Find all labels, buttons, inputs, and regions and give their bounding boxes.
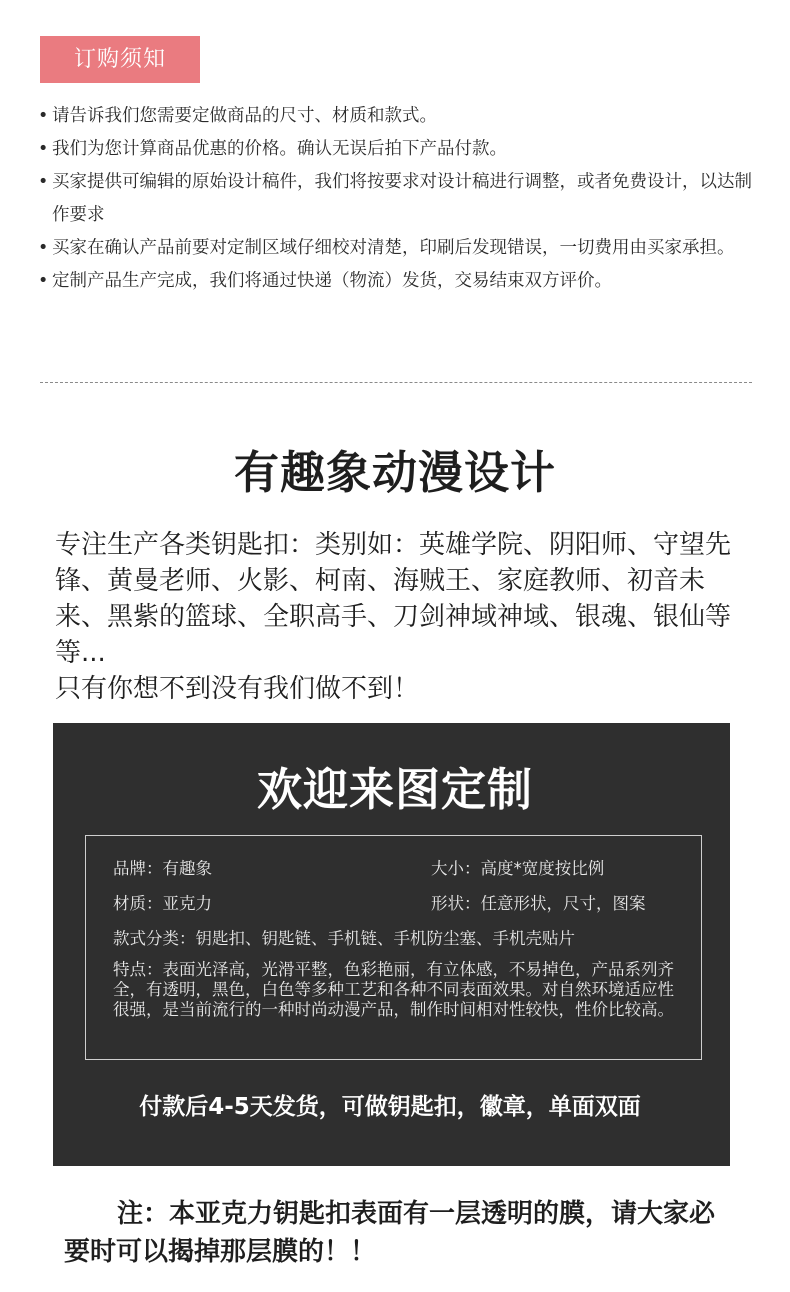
film-note: 注：本亚克力钥匙扣表面有一层透明的膜，请大家必要时可以揭掉那层膜的！！ <box>64 1199 716 1267</box>
spec-material: 材质：亚克力 <box>113 894 212 913</box>
dashed-divider <box>40 382 752 383</box>
order-notice-badge: 订购须知 <box>40 36 200 83</box>
panel-title: 欢迎来图定制 <box>256 763 533 816</box>
intro-text: 专注生产各类钥匙扣：类别如：英雄学院、阴阳师、守望先锋、黄曼老师、火影、柯南、海贼王、家庭教师、初音未来、黑紫的篮球、全职高手、刀剑神域神域、银魂、银仙等等... <box>55 530 732 668</box>
order-notice-list <box>38 100 758 298</box>
intro-slogan: 只有你想不到没有我们做不到！ <box>55 674 420 704</box>
spec-styles: 款式分类：钥匙扣、钥匙链、手机链、手机防尘塞、手机壳贴片 <box>113 929 575 948</box>
notice-item: • 请告诉我们您需要定做商品的尺寸、材质和款式。 <box>38 100 758 133</box>
spec-size: 大小：高度*宽度按比例 <box>431 859 605 878</box>
notice-item: • 我们为您计算商品优惠的价格。确认无误后拍下产品付款。 <box>38 133 758 166</box>
shipping-info: 付款后4-5天发货，可做钥匙扣，徽章，单面双面 <box>139 1094 641 1120</box>
notice-item: • 买家在确认产品前要对定制区域仔细校对清楚，印刷后发现错误，一切费用由买家承担。 <box>38 232 758 265</box>
notice-item: • 买家提供可编辑的原始设计稿件，我们将按要求对设计稿进行调整，或者免费设计，以达制作要求 <box>38 166 758 232</box>
spec-features: 特点：表面光泽高，光滑平整，色彩艳丽，有立体感，不易掉色，产品系列齐全，有透明，黑色，白色等多种工艺和各种不同表面效果。对自然环境适应性很强，是当前流行的一种时尚动漫产品，制作时间相对性较快，性价比较高。 <box>113 960 674 1019</box>
notice-item: • 定制产品生产完成，我们将通过快递（物流）发货，交易结束双方评价。 <box>38 265 758 298</box>
spec-brand: 品牌：有趣象 <box>113 859 212 878</box>
intro-block <box>55 527 745 707</box>
spec-shape: 形状：任意形状，尺寸，图案 <box>431 894 646 913</box>
brand-heading: 有趣象动漫设计 <box>233 446 556 499</box>
